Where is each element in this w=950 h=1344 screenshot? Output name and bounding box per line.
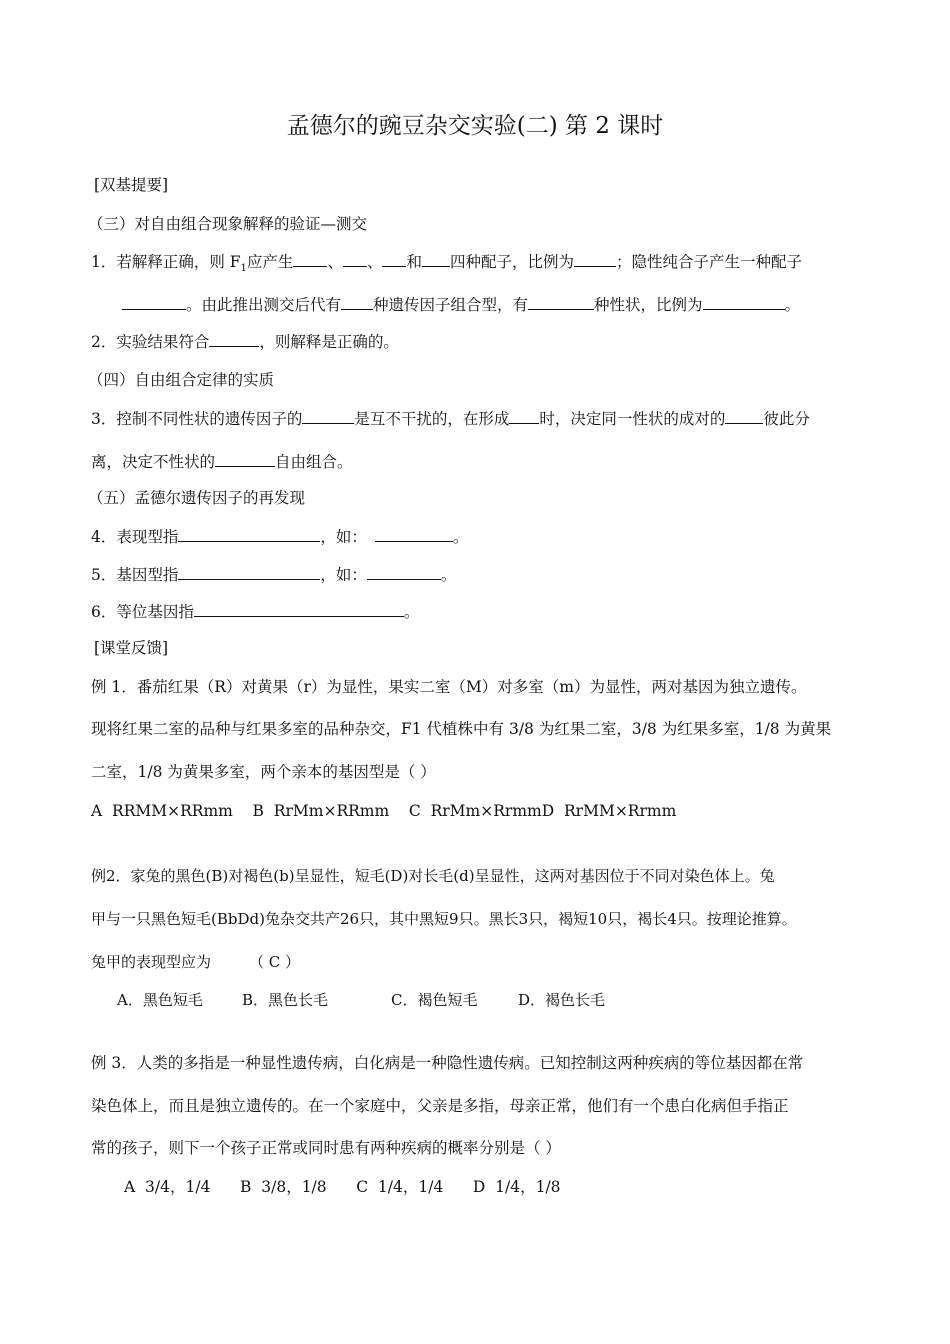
question-1-text-a: 1．若解释正确，则 F — [91, 253, 241, 271]
example-3-line-2: 染色体上，而且是独立遗传的。在一个家庭中，父亲是多指，母亲正常，他们有一个患白化病但手指正 — [91, 1097, 789, 1115]
question-6-text-a: 6．等位基因指 — [91, 603, 194, 621]
example-1-options: A RRMM×RRmm B RrMm×RRmm C RrMm×RrmmD RrMM×Rrmm — [91, 802, 677, 820]
question-1-text-b: 应产生 — [246, 253, 294, 271]
question-6 — [91, 601, 419, 622]
question-1-text-h: 。由此推出测交后代有 — [186, 296, 342, 314]
example-2-answer: （ C ） — [249, 953, 301, 971]
question-1-text-e: 和 — [406, 253, 422, 271]
question-1-text-j: 种性状，比例为 — [594, 296, 703, 314]
question-4-text-a: 4．表现型指 — [91, 528, 179, 546]
blank[interactable] — [375, 526, 453, 542]
example-2-question: 兔甲的表现型应为 — [91, 953, 212, 971]
question-3-text-b: 是互不干扰的，在形成 — [354, 410, 510, 428]
example-3-line-3: 常的孩子，则下一个孩子正常或同时患有两种疾病的概率分别是（ ） — [91, 1139, 561, 1157]
blank[interactable] — [194, 601, 404, 617]
example-2-line-3 — [91, 952, 300, 972]
example-2-line-1: 例2．家兔的黑色(B)对褐色(b)呈显性，短毛(D)对长毛(d)呈显性，这两对基因位于不同对染色体上。兔 — [91, 867, 775, 885]
question-1-text-i: 种遗传因子组合型，有 — [373, 296, 529, 314]
blank[interactable] — [509, 408, 539, 424]
subheading-rediscovery: （五）孟德尔遗传因子的再发现 — [88, 489, 306, 507]
question-1-line-1 — [91, 251, 802, 279]
blank[interactable] — [122, 294, 186, 310]
question-3-text-d: 彼此分 — [763, 410, 810, 428]
separator: 、 — [366, 253, 383, 271]
question-2-text-a: 2．实验结果符合 — [91, 333, 210, 351]
blank[interactable] — [574, 251, 616, 267]
question-1-text-f: 四种配子，比例为 — [449, 253, 574, 271]
question-3-text-c: 时，决定同一性状的成对的 — [539, 410, 726, 428]
question-3-text-a: 3．控制不同性状的遗传因子的 — [91, 410, 303, 428]
question-3-line-1 — [91, 408, 810, 429]
question-3-line-2 — [91, 451, 353, 472]
question-6-text-b: 。 — [403, 603, 420, 621]
question-1-line-2 — [122, 294, 800, 315]
example-2-option-c: C．褐色短毛 — [391, 991, 478, 1009]
question-1-text-g: ；隐性纯合子产生一种配子 — [616, 253, 803, 271]
separator: 、 — [327, 253, 343, 271]
page-title: 孟德尔的豌豆杂交实验(二) 第 2 课时 — [286, 113, 664, 139]
example-2-option-a: A．黑色短毛 — [117, 991, 203, 1009]
question-3-text-e: 离，决定不性状的 — [91, 453, 216, 471]
blank[interactable] — [215, 451, 275, 467]
example-2-line-2: 甲与一只黑色短毛(BbDd)兔杂交共产26只，其中黑短9只。黑长3只，褐短10只，褐长4只。按理论推算。 — [91, 910, 797, 928]
subscript-1: 1 — [240, 263, 247, 275]
example-1-line-1: 例 1．番茄红果（R）对黄果（r）为显性，果实二室（M）对多室（m）为显性，两对基因为独立遗传。 — [91, 678, 807, 696]
question-4 — [91, 526, 468, 547]
blank[interactable] — [382, 251, 406, 267]
question-4-text-c: 。 — [452, 528, 469, 546]
blank[interactable] — [422, 251, 450, 267]
subheading-law-essence: （四）自由组合定律的实质 — [88, 371, 275, 389]
question-5-text-a: 5．基因型指 — [91, 566, 179, 584]
example-1-line-2: 现将红果二室的品种与红果多室的品种杂交，F1 代植株中有 3/8 为红果二室，3/8 为红果多室，1/8 为黄果 — [91, 720, 832, 738]
question-5 — [91, 564, 456, 585]
question-2-text-b: ，则解释是正确的。 — [259, 333, 399, 351]
blank[interactable] — [302, 408, 354, 424]
subheading-testcross: （三）对自由组合现象解释的验证—测交 — [88, 215, 368, 233]
blank[interactable] — [209, 331, 259, 347]
example-3-line-1: 例 3．人类的多指是一种显性遗传病，白化病是一种隐性遗传病。已知控制这两种疾病的等位基因都在常 — [91, 1054, 804, 1072]
question-1-text-k: 。 — [784, 296, 801, 314]
blank[interactable] — [703, 294, 785, 310]
blank[interactable] — [341, 294, 373, 310]
example-2-option-d: D．褐色长毛 — [518, 991, 606, 1009]
blank[interactable] — [178, 564, 320, 580]
blank[interactable] — [528, 294, 594, 310]
question-3-text-f: 自由组合。 — [275, 453, 353, 471]
blank[interactable] — [367, 564, 441, 580]
question-5-text-c: 。 — [440, 566, 457, 584]
question-2 — [91, 331, 399, 352]
example-3-options: A 3/4，1/4 B 3/8，1/8 C 1/4，1/4 D 1/4，1/8 — [124, 1178, 561, 1196]
blank[interactable] — [725, 408, 763, 424]
blank[interactable] — [178, 526, 320, 542]
blank[interactable] — [293, 251, 327, 267]
section-heading-basics: [双基提要] — [94, 176, 169, 194]
blank[interactable] — [343, 251, 367, 267]
section-heading-feedback: [课堂反馈] — [94, 639, 169, 657]
question-4-text-b: ，如： — [320, 528, 367, 546]
example-1-line-3: 二室，1/8 为黄果多室，两个亲本的基因型是（ ） — [91, 763, 436, 781]
question-5-text-b: ，如： — [320, 566, 367, 584]
example-2-option-b: B．黑色长毛 — [242, 991, 329, 1009]
